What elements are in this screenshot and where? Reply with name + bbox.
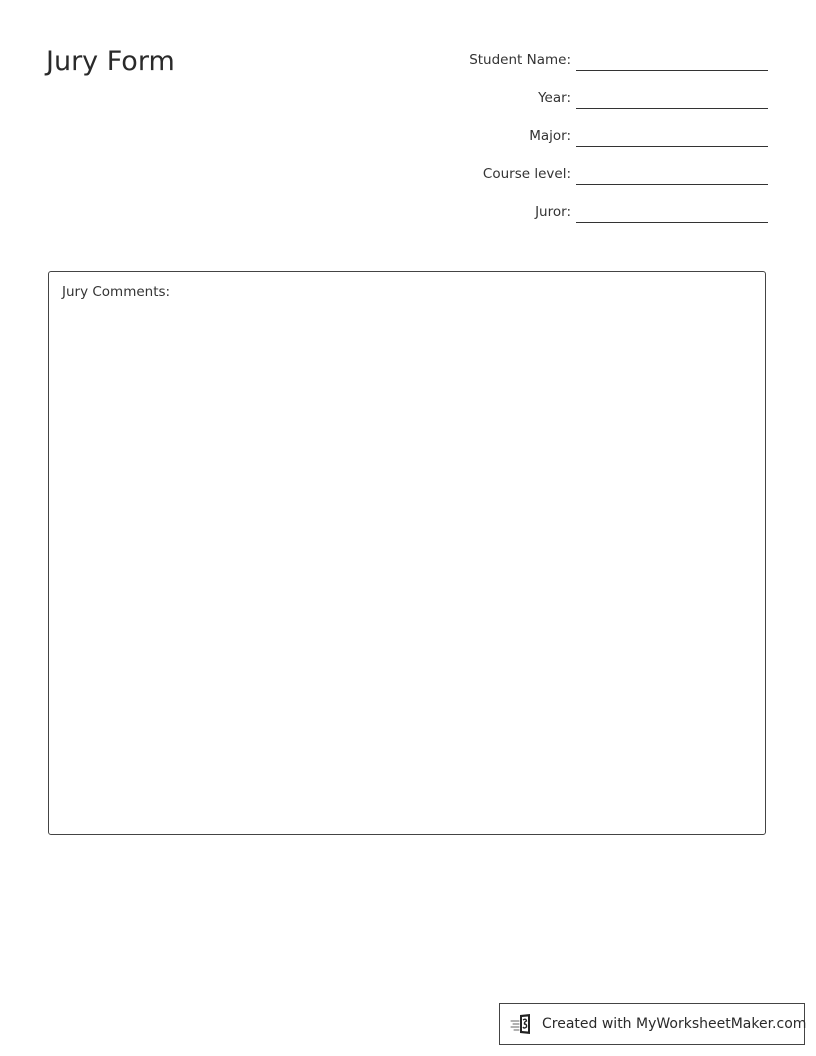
- year-input-line[interactable]: [576, 108, 768, 109]
- myworksheetmaker-logo-icon: [510, 1012, 536, 1036]
- created-with-badge: [499, 1003, 805, 1045]
- field-major: [440, 124, 768, 148]
- student-name-input-line[interactable]: [576, 70, 768, 71]
- year-label: Year:: [538, 90, 571, 106]
- jury-comments-box[interactable]: [48, 271, 766, 835]
- major-label: Major:: [529, 128, 571, 144]
- juror-label: Juror:: [535, 204, 571, 220]
- field-juror: [440, 200, 768, 224]
- jury-comments-label: Jury Comments:: [62, 284, 171, 300]
- course-level-label: Course level:: [482, 166, 571, 182]
- field-student-name: [440, 48, 768, 72]
- juror-input-line[interactable]: [576, 222, 768, 223]
- course-level-input-line[interactable]: [576, 184, 768, 185]
- major-input-line[interactable]: [576, 146, 768, 147]
- student-name-label: Student Name:: [469, 52, 571, 68]
- page-title: Jury Form: [46, 46, 175, 77]
- field-course-level: [440, 162, 768, 186]
- field-year: [440, 86, 768, 110]
- footer-text: Created with MyWorksheetMaker.com: [542, 1016, 807, 1032]
